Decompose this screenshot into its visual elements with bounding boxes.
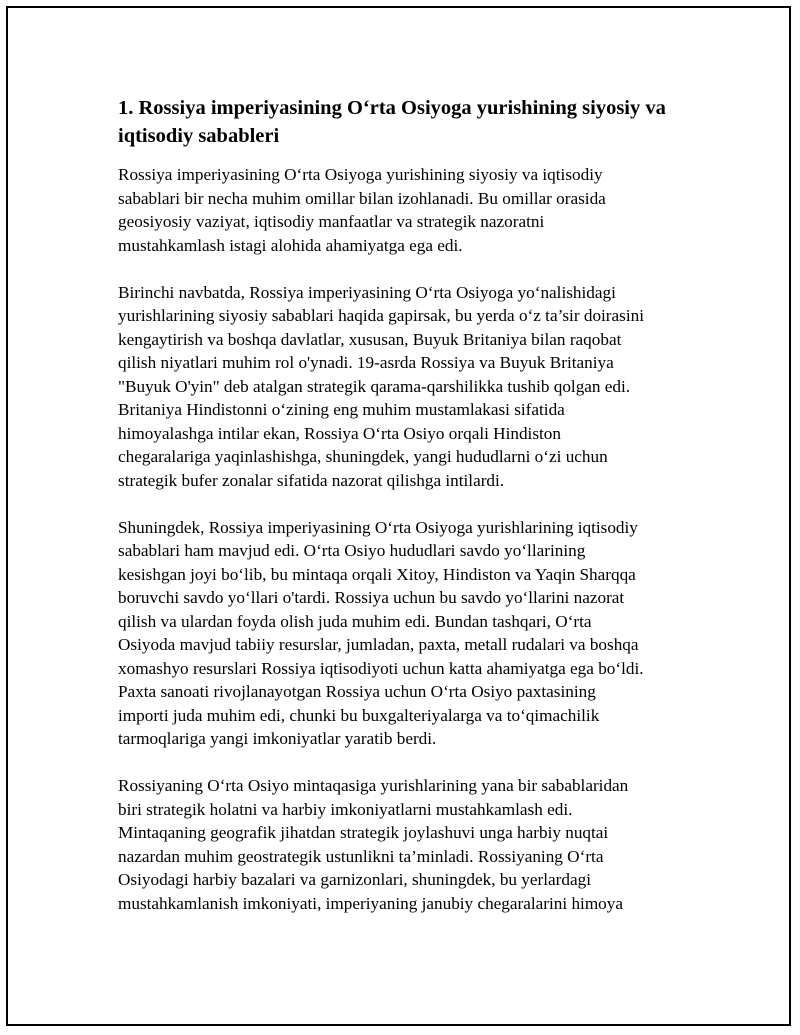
text-line: yurishlarining siyosiy sabablari haqida gapirsak, bu yerda o‘z ta’sir doirasini bbox=[118, 306, 644, 325]
text-line: kengaytirish va boshqa davlatlar, xususan, Buyuk Britaniya bilan raqobat bbox=[118, 329, 622, 349]
paragraph-4 bbox=[118, 774, 693, 915]
text-line: mustahkamlanish imkoniyati, imperiyaning janubiy chegaralarini himoya bbox=[118, 893, 624, 913]
paragraph-2 bbox=[118, 281, 693, 493]
text-line: chegaralariga yaqinlashishga, shuningdek, yangi hududlarni o‘zi uchun bbox=[118, 447, 608, 466]
text-line: Shuningdek, Rossiya imperiyasining O‘rta Osiyoga yurishlarining iqtisodiy bbox=[118, 517, 638, 537]
text-line: Paxta sanoati rivojlanayotgan Rossiya uchun O‘rta Osiyo paxtasining bbox=[118, 682, 596, 701]
text-line: Birinchi navbatda, Rossiya imperiyasining O‘rta Osiyoga yo‘nalishidagi bbox=[118, 282, 616, 302]
text-line: Osiyoda mavjud tabiiy resurslar, jumladan, paxta, metall rudalari va boshqa bbox=[118, 635, 639, 654]
text-line: qilish va ulardan foyda olish juda muhim edi. Bundan tashqari, O‘rta bbox=[118, 611, 592, 631]
text-line: Osiyodagi harbiy bazalari va garnizonlari, shuningdek, bu yerlardagi bbox=[118, 870, 591, 889]
paragraph-1 bbox=[118, 163, 693, 257]
text-line: sabablari bir necha muhim omillar bilan izohlanadi. Bu omillar orasida bbox=[118, 188, 606, 208]
text-line: mustahkamlash istagi alohida ahamiyatga ega edi. bbox=[118, 235, 463, 255]
section-heading bbox=[118, 94, 693, 150]
paragraph-3 bbox=[118, 516, 693, 751]
text-line: kesishgan joyi bo‘lib, bu mintaqa orqali Xitoy, Hindiston va Yaqin Sharqqa bbox=[118, 564, 636, 584]
text-line: boruvchi savdo yo‘llari o'tardi. Rossiya uchun bu savdo yo‘llarini nazorat bbox=[118, 588, 625, 607]
text-line: importi juda muhim edi, chunki bu buxgalteriyalarga va to‘qimachilik bbox=[118, 705, 600, 725]
text-line: Britaniya Hindistonni o‘zining eng muhim mustamlakasi sifatida bbox=[118, 400, 565, 419]
text-line: strategik bufer zonalar sifatida nazorat qilishga intilardi. bbox=[118, 470, 505, 490]
text-line: Rossiya imperiyasining O‘rta Osiyoga yurishining siyosiy va iqtisodiy bbox=[118, 165, 603, 184]
text-line: qilish niyatlari muhim rol o'ynadi. 19-asrda Rossiya va Buyuk Britaniya bbox=[118, 353, 614, 372]
text-line: nazardan muhim geostrategik ustunlikni ta’minladi. Rossiyaning O‘rta bbox=[118, 846, 604, 866]
text-line: xomashyo resurslari Rossiya iqtisodiyoti uchun katta ahamiyatga ega bo‘ldi. bbox=[118, 658, 644, 678]
text-line: Rossiyaning O‘rta Osiyo mintaqasiga yurishlarining yana bir sabablaridan bbox=[118, 776, 629, 795]
text-line: sabablari ham mavjud edi. O‘rta Osiyo hududlari savdo yo‘llarining bbox=[118, 541, 586, 560]
heading-line: iqtisodiy sabableri bbox=[118, 125, 280, 147]
text-line: himoyalashga intilar ekan, Rossiya O‘rta Osiyo orqali Hindiston bbox=[118, 423, 561, 443]
document-body bbox=[118, 94, 693, 939]
document-page bbox=[6, 6, 791, 1026]
heading-line: 1. Rossiya imperiyasining O‘rta Osiyoga yurishining siyosiy va bbox=[118, 97, 666, 119]
text-line: "Buyuk O'yin" deb atalgan strategik qarama-qarshilikka tushib qolgan edi. bbox=[118, 376, 631, 396]
text-line: Mintaqaning geografik jihatdan strategik joylashuvi unga harbiy nuqtai bbox=[118, 823, 609, 842]
text-line: tarmoqlariga yangi imkoniyatlar yaratib berdi. bbox=[118, 729, 437, 748]
text-line: geosiyosiy vaziyat, iqtisodiy manfaatlar va strategik nazoratni bbox=[118, 212, 545, 231]
text-line: biri strategik holatni va harbiy imkoniyatlarni mustahkamlash edi. bbox=[118, 799, 573, 819]
